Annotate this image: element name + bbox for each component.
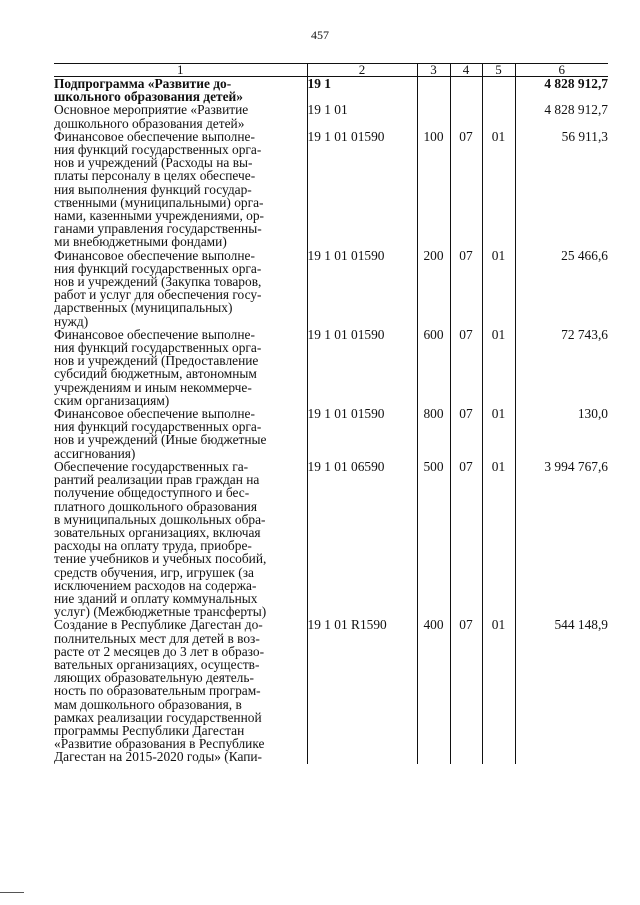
description-line: ния функций государственных орга- bbox=[54, 142, 262, 158]
description-line: платного дошкольного образования bbox=[54, 498, 258, 514]
item-amount: 130,0 bbox=[515, 407, 608, 460]
section-code bbox=[450, 77, 482, 104]
description-line: нов и учреждений (Расходы на вы- bbox=[54, 155, 253, 171]
description-line: получение общедоступного и бес- bbox=[54, 485, 250, 501]
description-line: Подпрограмма «Развитие до- bbox=[54, 76, 232, 91]
item-description bbox=[54, 618, 307, 763]
table-row bbox=[54, 77, 608, 104]
item-amount: 3 994 767,6 bbox=[515, 460, 608, 618]
item-amount: 56 911,3 bbox=[515, 130, 608, 249]
subsection-code: 01 bbox=[482, 328, 515, 407]
description-line: ния функций государственных орга- bbox=[54, 340, 262, 356]
expense-type-code: 800 bbox=[417, 407, 450, 460]
description-line: нужд) bbox=[54, 313, 89, 329]
table-row bbox=[54, 618, 608, 763]
description-line: исключением расходов на содержа- bbox=[54, 577, 257, 593]
item-description bbox=[54, 103, 307, 129]
subsection-code: 01 bbox=[482, 460, 515, 618]
subsection-code bbox=[482, 103, 515, 129]
item-code: 19 1 01 01590 bbox=[307, 328, 417, 407]
item-amount: 4 828 912,7 bbox=[515, 77, 608, 104]
section-code: 07 bbox=[450, 130, 482, 249]
description-line: Основное мероприятие «Развитие bbox=[54, 102, 249, 118]
section-code: 07 bbox=[450, 407, 482, 460]
item-description bbox=[54, 249, 307, 328]
item-description bbox=[54, 407, 307, 460]
expense-type-code: 100 bbox=[417, 130, 450, 249]
description-line: вательных организациях, осуществ- bbox=[54, 656, 260, 672]
description-line: нов и учреждений (Закупка товаров, bbox=[54, 274, 262, 290]
description-line: услуг) (Межбюджетные трансферты) bbox=[54, 604, 267, 620]
column-number-6: 6 bbox=[515, 64, 608, 77]
description-line: «Развитие образования в Республике bbox=[54, 736, 265, 752]
column-number-4: 4 bbox=[450, 64, 482, 77]
description-line: ния функций государственных орга- bbox=[54, 260, 262, 276]
page-number: 457 bbox=[311, 28, 329, 42]
subsection-code bbox=[482, 77, 515, 104]
description-line: расходы на оплату труда, приобре- bbox=[54, 538, 252, 554]
description-line: в муниципальных дошкольных обра- bbox=[54, 511, 266, 527]
section-code: 07 bbox=[450, 460, 482, 618]
table-row bbox=[54, 249, 608, 328]
table-row bbox=[54, 460, 608, 618]
subsection-code: 01 bbox=[482, 618, 515, 763]
column-number-row bbox=[54, 64, 608, 77]
column-number-3: 3 bbox=[417, 64, 450, 77]
expense-type-code: 500 bbox=[417, 460, 450, 618]
description-line: Создание в Республике Дагестан до- bbox=[54, 617, 263, 633]
description-line: ганами управления государственны- bbox=[54, 221, 262, 237]
description-line: ние зданий и оплату коммунальных bbox=[54, 590, 258, 606]
column-number-2: 2 bbox=[307, 64, 417, 77]
description-line: Финансовое обеспечение выполне- bbox=[54, 247, 255, 263]
table-row bbox=[54, 130, 608, 249]
description-line: субсидий бюджетным, автономным bbox=[54, 366, 257, 382]
description-line: дошкольного образования детей» bbox=[54, 115, 245, 131]
item-amount: 72 743,6 bbox=[515, 328, 608, 407]
item-code: 19 1 01 bbox=[307, 103, 417, 129]
table-row bbox=[54, 103, 608, 129]
description-line: ассигнования) bbox=[54, 445, 136, 461]
section-code: 07 bbox=[450, 328, 482, 407]
description-line: Финансовое обеспечение выполне- bbox=[54, 326, 255, 342]
description-line: школьного образования детей» bbox=[54, 89, 243, 105]
table-row bbox=[54, 407, 608, 460]
item-amount: 544 148,9 bbox=[515, 618, 608, 763]
item-description bbox=[54, 460, 307, 618]
column-number-1: 1 bbox=[54, 64, 307, 77]
description-line: рантий реализации прав граждан на bbox=[54, 472, 260, 488]
description-line: рамках реализации государственной bbox=[54, 709, 262, 725]
description-line: платы персоналу в целях обеспече- bbox=[54, 168, 256, 184]
section-code bbox=[450, 103, 482, 129]
description-line: работ и услуг для обеспечения госу- bbox=[54, 287, 262, 303]
item-description bbox=[54, 130, 307, 249]
description-line: ния выполнения функций государ- bbox=[54, 181, 252, 197]
description-line: тение учебников и учебных пособий, bbox=[54, 551, 267, 567]
subsection-code: 01 bbox=[482, 407, 515, 460]
item-code: 19 1 bbox=[307, 77, 417, 104]
column-number-5: 5 bbox=[482, 64, 515, 77]
description-line: Дагестан на 2015-2020 годы» (Капи- bbox=[54, 749, 263, 765]
description-line: ственными (муниципальными) орга- bbox=[54, 194, 264, 210]
description-line: средств обучения, игр, игрушек (за bbox=[54, 564, 254, 580]
item-description bbox=[54, 77, 307, 104]
description-line: ляющих образовательную деятель- bbox=[54, 670, 254, 686]
expense-type-code bbox=[417, 103, 450, 129]
description-line: ми внебюджетными фондами) bbox=[54, 234, 227, 250]
expense-type-code: 200 bbox=[417, 249, 450, 328]
description-line: Обеспечение государственных га- bbox=[54, 458, 249, 474]
budget-table bbox=[54, 63, 608, 764]
description-line: программы Республики Дагестан bbox=[54, 722, 245, 738]
description-line: ность по образовательным програм- bbox=[54, 683, 261, 699]
description-line: мам дошкольного образования, в bbox=[54, 696, 242, 712]
table-row bbox=[54, 328, 608, 407]
item-code: 19 1 01 01590 bbox=[307, 130, 417, 249]
expense-type-code: 600 bbox=[417, 328, 450, 407]
item-code: 19 1 01 01590 bbox=[307, 407, 417, 460]
item-amount: 25 466,6 bbox=[515, 249, 608, 328]
description-line: нов и учреждений (Предоставление bbox=[54, 353, 259, 369]
description-line: ским организациям) bbox=[54, 392, 170, 408]
description-line: нов и учреждений (Иные бюджетные bbox=[54, 432, 267, 448]
expense-type-code bbox=[417, 77, 450, 104]
description-line: нами, казенными учреждениями, ор- bbox=[54, 208, 264, 224]
description-line: дарственных (муниципальных) bbox=[54, 300, 233, 316]
item-code: 19 1 01 01590 bbox=[307, 249, 417, 328]
item-code: 19 1 01 06590 bbox=[307, 460, 417, 618]
description-line: Финансовое обеспечение выполне- bbox=[54, 128, 255, 144]
description-line: зовательных организациях, включая bbox=[54, 524, 261, 540]
section-code: 07 bbox=[450, 618, 482, 763]
item-description bbox=[54, 328, 307, 407]
item-code: 19 1 01 R1590 bbox=[307, 618, 417, 763]
subsection-code: 01 bbox=[482, 249, 515, 328]
description-line: расте от 2 месяцев до 3 лет в образо- bbox=[54, 643, 265, 659]
subsection-code: 01 bbox=[482, 130, 515, 249]
description-line: учреждениям и иным некоммерче- bbox=[54, 379, 252, 395]
description-line: ния функций государственных орга- bbox=[54, 419, 262, 435]
expense-type-code: 400 bbox=[417, 618, 450, 763]
description-line: полнительных мест для детей в воз- bbox=[54, 630, 260, 646]
item-amount: 4 828 912,7 bbox=[515, 103, 608, 129]
description-line: Финансовое обеспечение выполне- bbox=[54, 406, 255, 422]
section-code: 07 bbox=[450, 249, 482, 328]
margin-rule bbox=[0, 892, 24, 893]
